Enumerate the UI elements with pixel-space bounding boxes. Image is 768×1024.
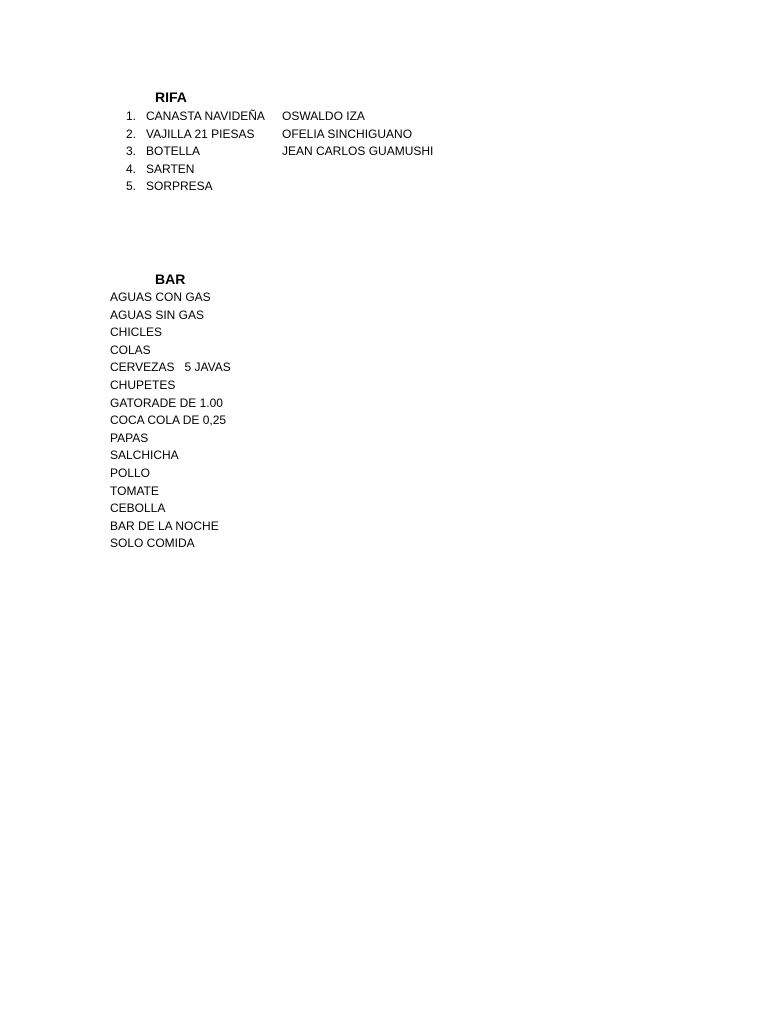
rifa-winner: OFELIA SINCHIGUANO — [282, 126, 413, 141]
rifa-winner — [282, 178, 482, 196]
rifa-item-number: 3. — [125, 144, 136, 159]
rifa-prize: SORPRESA — [146, 179, 213, 194]
rifa-prize: SARTEN — [146, 161, 195, 176]
rifa-prize: BOTELLA — [146, 144, 201, 159]
bar-list-item: COLAS — [110, 342, 151, 357]
bar-list-item: TOMATE — [110, 483, 159, 498]
bar-list-item: SOLO COMIDA — [110, 536, 195, 551]
bar-list-item: COCA COLA DE 0,25 — [110, 413, 227, 428]
bar-list-item: PAPAS — [110, 430, 149, 445]
rifa-winner: JEAN CARLOS GUAMUSHI — [282, 144, 434, 159]
rifa-item-number: 4. — [125, 161, 136, 176]
rifa-list-item — [110, 143, 482, 161]
rifa-list-item — [110, 108, 482, 126]
bar-list-item: CHICLES — [110, 325, 163, 340]
bar-list-item: GATORADE DE 1.00 — [110, 395, 223, 410]
bar-list — [110, 289, 231, 553]
rifa-winner: OSWALDO IZA — [282, 109, 365, 123]
rifa-list-item — [110, 161, 482, 179]
rifa-list — [110, 108, 482, 196]
rifa-item-number: 1. — [125, 109, 136, 123]
bar-list-item: SALCHICHA — [110, 448, 179, 463]
rifa-item-number: 5. — [125, 179, 136, 194]
rifa-list-item — [110, 178, 482, 196]
rifa-prize: VAJILLA 21 PIESAS — [146, 126, 255, 141]
bar-list-item: POLLO — [110, 465, 151, 480]
bar-list-item: AGUAS SIN GAS — [110, 307, 205, 322]
rifa-winner — [282, 161, 482, 179]
bar-list-item: CHUPETES — [110, 377, 176, 392]
bar-list-item: BAR DE LA NOCHE — [110, 518, 219, 533]
bar-list-item: CEBOLLA — [110, 501, 166, 516]
bar-list-item: CERVEZAS 5 JAVAS — [110, 360, 231, 375]
rifa-item-number: 2. — [125, 126, 136, 141]
rifa-heading: RIFA — [155, 89, 187, 105]
rifa-prize: CANASTA NAVIDEÑA — [146, 109, 265, 123]
bar-list-item: AGUAS CON GAS — [110, 290, 211, 304]
rifa-list-item — [110, 126, 482, 144]
bar-heading: BAR — [155, 271, 186, 287]
